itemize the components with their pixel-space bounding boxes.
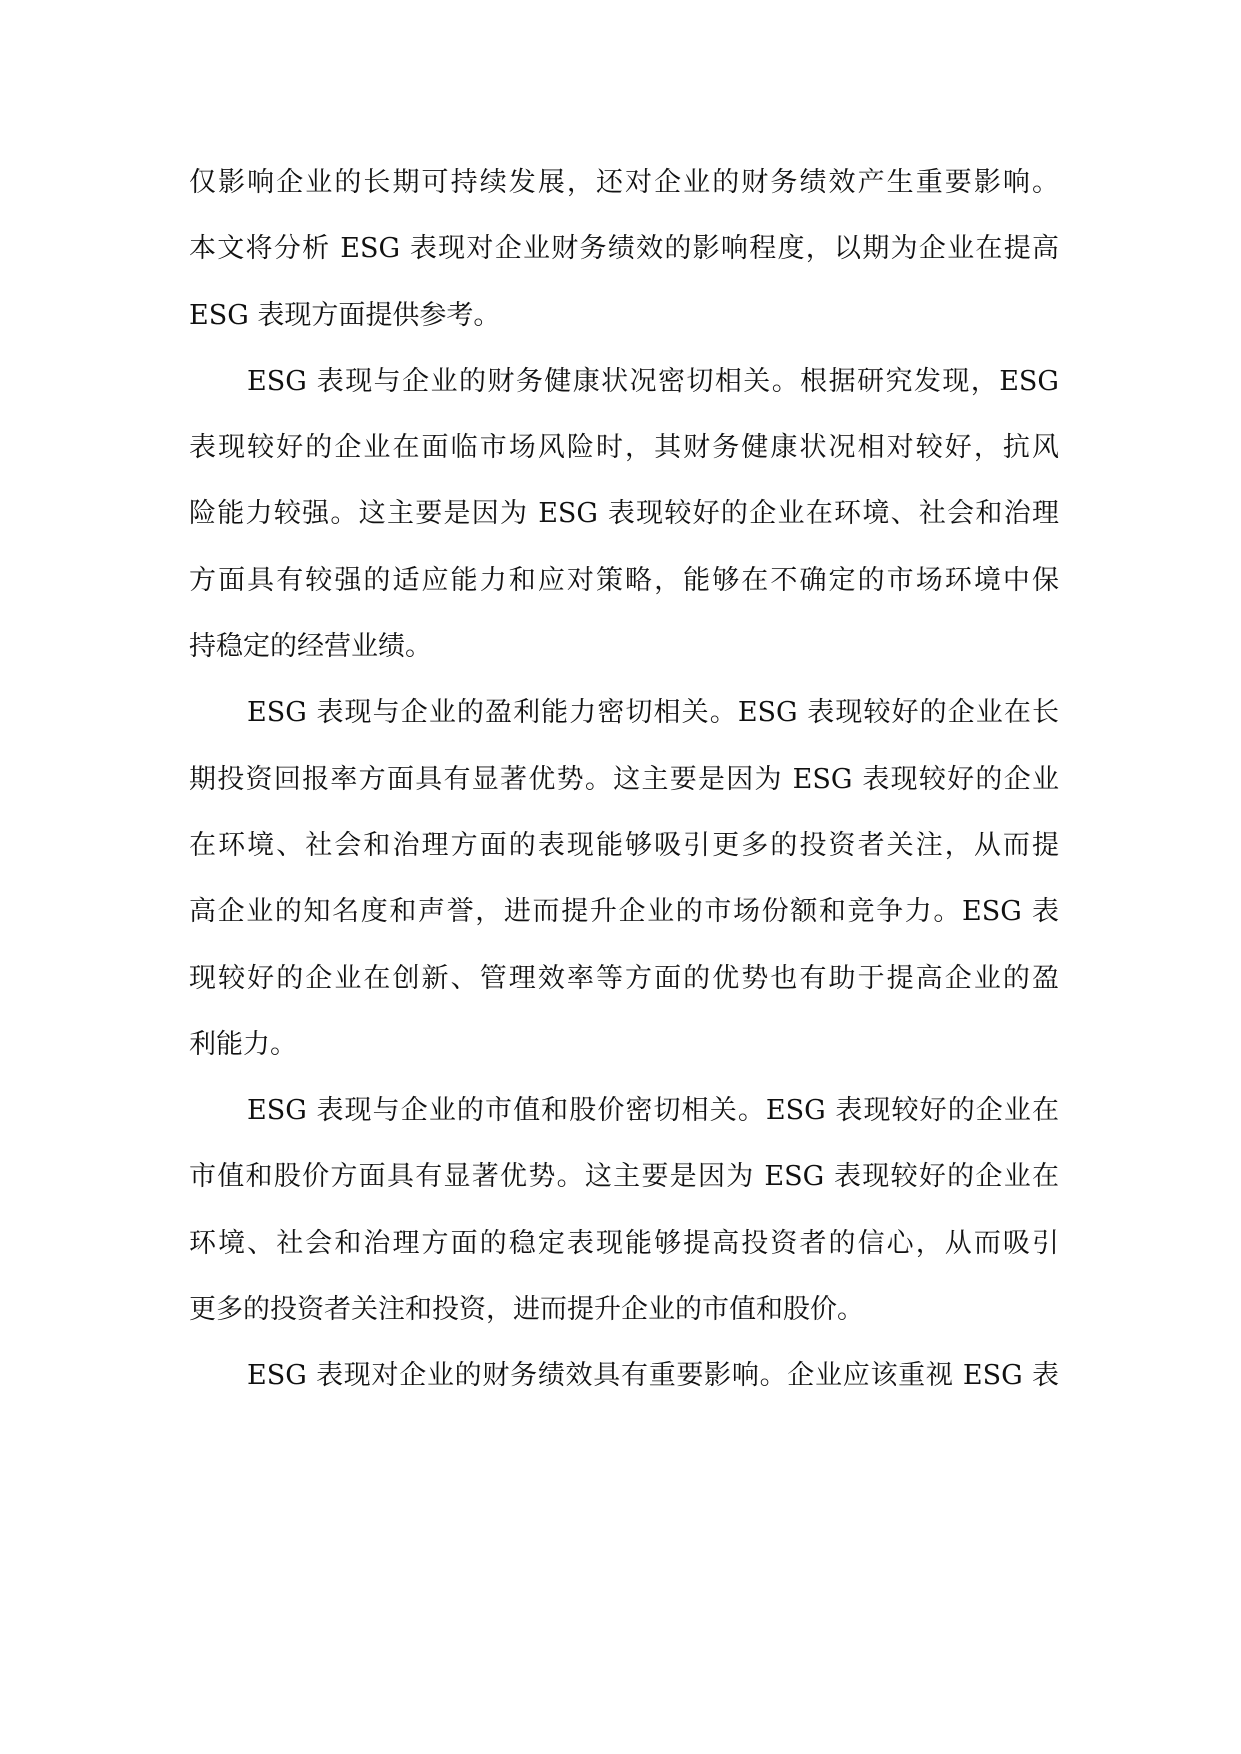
text-line-3: ESG 表现方面提供参考。: [189, 299, 501, 331]
text-line-17: 环境、社会和治理方面的稳定表现能够提高投资者的信心，从而吸引: [189, 1227, 1059, 1259]
text-line-4: ESG 表现与企业的财务健康状况密切相关。根据研究发现，ESG: [247, 365, 1059, 397]
text-line-16: 市值和股价方面具有显著优势。这主要是因为 ESG 表现较好的企业在: [189, 1161, 1059, 1193]
text-line-1: 仅影响企业的长期可持续发展，还对企业的财务绩效产生重要影响。: [189, 167, 1059, 198]
text-line-2: 本文将分析 ESG 表现对企业财务绩效的影响程度，以期为企业在提高: [189, 233, 1059, 265]
text-line-12: 高企业的知名度和声誉，进而提升企业的市场份额和竞争力。ESG 表: [189, 896, 1059, 928]
text-line-6: 险能力较强。这主要是因为 ESG 表现较好的企业在环境、社会和治理: [189, 498, 1059, 530]
text-line-8: 持稳定的经营业绩。: [189, 631, 432, 663]
text-line-5: 表现较好的企业在面临市场风险时，其财务健康状况相对较好，抗风: [189, 432, 1059, 464]
text-line-7: 方面具有较强的适应能力和应对策略，能够在不确定的市场环境中保: [189, 564, 1059, 596]
text-line-10: 期投资回报率方面具有显著优势。这主要是因为 ESG 表现较好的企业: [189, 763, 1059, 795]
text-line-15: ESG 表现与企业的市值和股价密切相关。ESG 表现较好的企业在: [247, 1095, 1059, 1127]
body-text: [189, 150, 1059, 1410]
text-line-13: 现较好的企业在创新、管理效率等方面的优势也有助于提高企业的盈: [189, 962, 1059, 994]
text-line-9: ESG 表现与企业的盈利能力密切相关。ESG 表现较好的企业在长: [247, 697, 1059, 729]
text-line-11: 在环境、社会和治理方面的表现能够吸引更多的投资者关注，从而提: [189, 829, 1059, 861]
text-line-18: 更多的投资者关注和投资，进而提升企业的市值和股价。: [189, 1294, 864, 1326]
text-line-19: ESG 表现对企业的财务绩效具有重要影响。企业应该重视 ESG 表: [247, 1360, 1059, 1392]
text-line-14: 利能力。: [189, 1028, 297, 1060]
